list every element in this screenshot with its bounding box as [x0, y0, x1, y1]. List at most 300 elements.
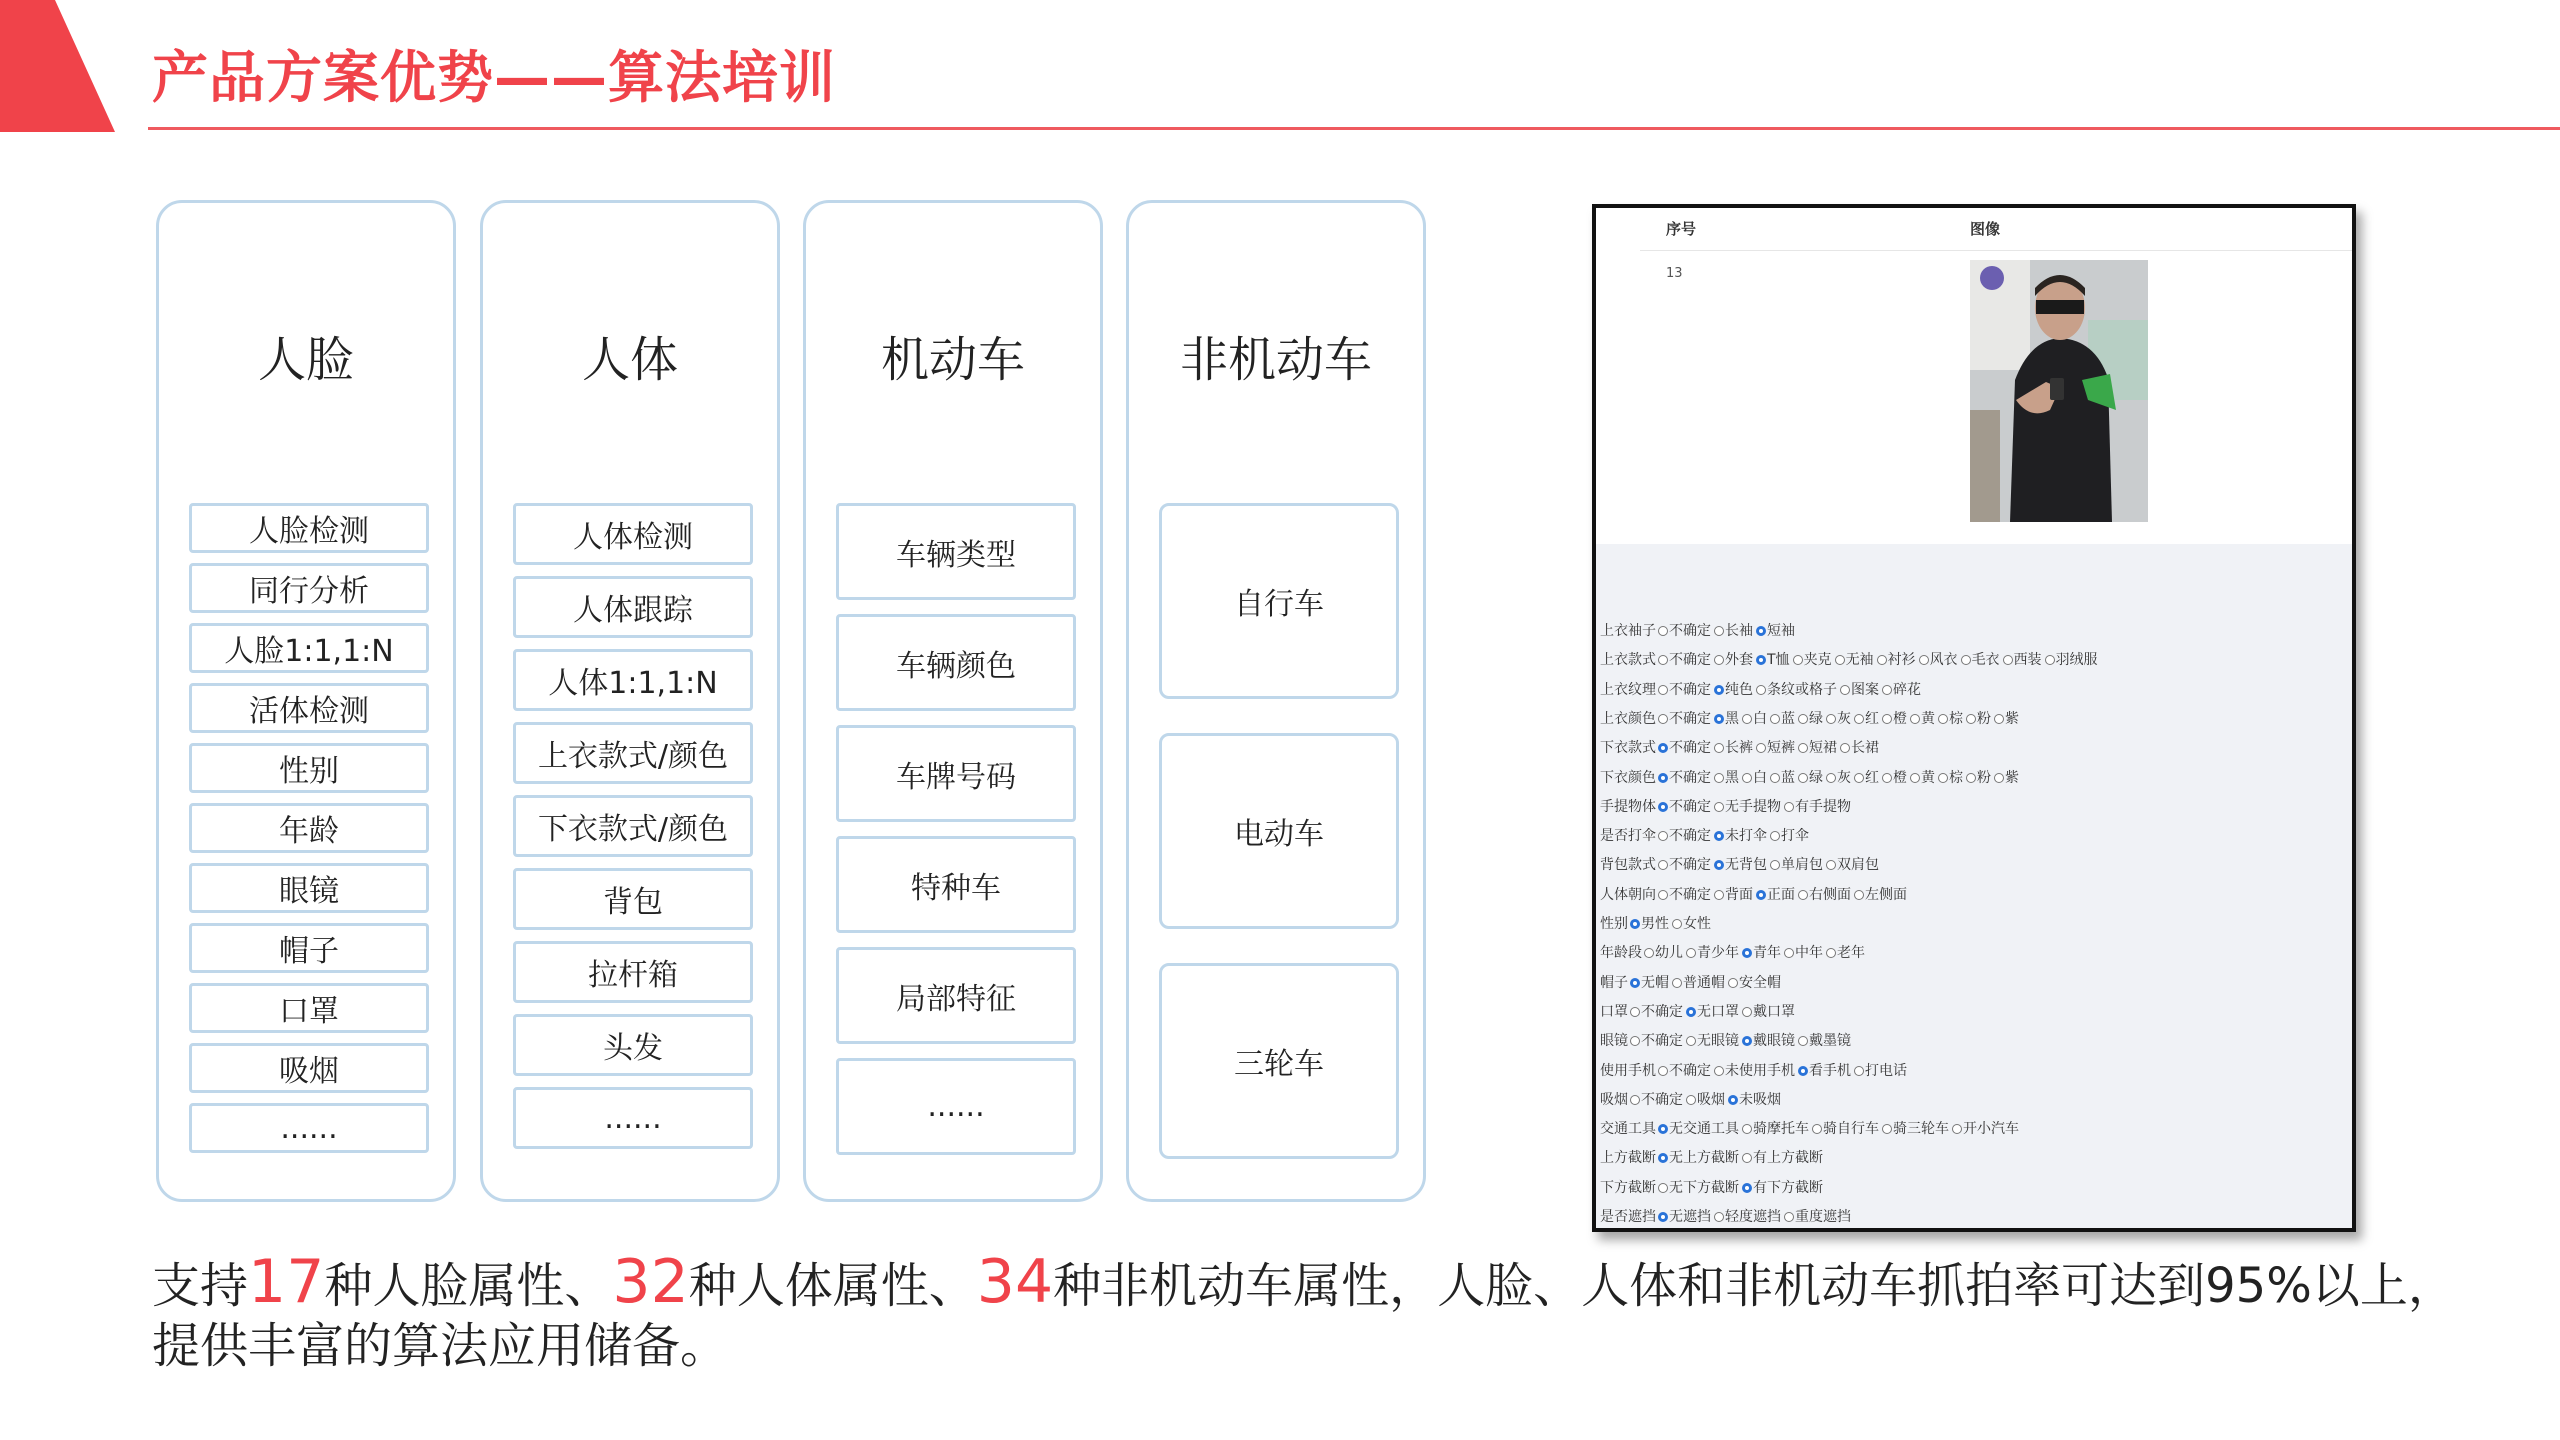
option-label: 无袖	[1845, 652, 1874, 669]
option-label: 羽绒服	[2055, 652, 2098, 669]
attribute-row	[1600, 620, 1798, 640]
category-item: ......	[836, 1058, 1076, 1155]
option-label: 男性	[1641, 916, 1669, 932]
attribute-option[interactable]	[1714, 1209, 1781, 1225]
option-label: 紫	[2005, 769, 2019, 786]
radio-icon[interactable]	[1826, 948, 1836, 958]
radio-icon[interactable]	[1826, 773, 1836, 783]
attribute-option[interactable]	[1882, 770, 1907, 786]
attribute-option[interactable]	[1854, 711, 1879, 727]
attribute-label: 下方截断	[1600, 1179, 1656, 1196]
attribute-option[interactable]	[1840, 682, 1879, 698]
attribute-option[interactable]	[1658, 652, 1711, 668]
attribute-row	[1600, 884, 1910, 904]
attribute-label: 眼镜	[1600, 1033, 1628, 1050]
attribute-option[interactable]	[1882, 711, 1907, 727]
radio-icon[interactable]	[1910, 773, 1920, 783]
radio-icon[interactable]	[1798, 773, 1808, 783]
radio-icon[interactable]	[1742, 1153, 1752, 1163]
attribute-option[interactable]	[1770, 857, 1823, 873]
option-label: 右侧面	[1809, 886, 1851, 903]
radio-icon[interactable]	[1798, 890, 1808, 900]
radio-icon[interactable]	[1961, 655, 1971, 665]
radio-icon[interactable]	[1658, 890, 1668, 900]
attribute-option[interactable]	[1784, 945, 1823, 961]
category-item: 背包	[513, 868, 753, 930]
category-column	[1126, 200, 1426, 1202]
attribute-option[interactable]	[1770, 828, 1809, 844]
radio-icon[interactable]	[1770, 773, 1780, 783]
attribute-option[interactable]	[1658, 770, 1711, 786]
attribute-option[interactable]	[1812, 1121, 1879, 1137]
attribute-option[interactable]	[1742, 1121, 1809, 1137]
attribute-option[interactable]	[1793, 652, 1832, 668]
attribute-label: 帽子	[1600, 974, 1628, 991]
radio-selected-icon[interactable]	[1728, 1095, 1738, 1105]
image-table	[1618, 208, 2338, 545]
option-label: 粉	[1977, 769, 1991, 786]
attribute-option[interactable]	[1742, 1033, 1795, 1049]
option-label: 长袖	[1725, 623, 1753, 639]
attribute-option[interactable]	[1658, 682, 1711, 698]
radio-selected-icon[interactable]	[1630, 978, 1640, 988]
attribute-option[interactable]	[1966, 711, 1991, 727]
radio-icon[interactable]	[1784, 1212, 1794, 1222]
attribute-option[interactable]	[1854, 770, 1879, 786]
radio-icon[interactable]	[1882, 714, 1892, 724]
option-label: 不确定	[1669, 652, 1711, 669]
attribute-option[interactable]	[1798, 1033, 1851, 1049]
attribute-row	[1600, 767, 2022, 787]
category-item: 人体跟踪	[513, 576, 753, 638]
attribute-option[interactable]	[1658, 1121, 1739, 1137]
radio-selected-icon[interactable]	[1742, 1036, 1752, 1046]
attribute-option[interactable]	[1798, 1063, 1851, 1079]
option-label: 正面	[1767, 886, 1795, 903]
attribute-label: 使用手机	[1600, 1062, 1656, 1079]
radio-icon[interactable]	[1672, 978, 1682, 988]
attribute-option[interactable]	[1994, 770, 2019, 786]
attribute-option[interactable]	[1658, 1180, 1739, 1196]
option-label: 条纹或格子	[1767, 681, 1837, 698]
radio-selected-icon[interactable]	[1658, 1212, 1668, 1222]
row-number: 13	[1666, 266, 1683, 281]
attribute-option[interactable]	[1714, 682, 1753, 698]
option-label: 图案	[1851, 681, 1879, 698]
attribute-option[interactable]	[1644, 945, 1683, 961]
radio-icon[interactable]	[1658, 714, 1668, 724]
radio-icon[interactable]	[1714, 626, 1724, 636]
attribute-option[interactable]	[1658, 828, 1711, 844]
attribute-row	[1600, 942, 1868, 962]
option-label: 幼儿	[1655, 945, 1683, 962]
attribute-option[interactable]	[1919, 652, 1958, 668]
radio-icon[interactable]	[1658, 655, 1668, 665]
attribute-row	[1600, 649, 2101, 669]
radio-selected-icon[interactable]	[1714, 831, 1724, 841]
attribute-option[interactable]	[1630, 1004, 1683, 1020]
attribute-option[interactable]	[1910, 711, 1935, 727]
radio-icon[interactable]	[1854, 773, 1864, 783]
radio-icon[interactable]	[1784, 802, 1794, 812]
category-item: 人体检测	[513, 503, 753, 565]
attribute-option[interactable]	[1658, 799, 1711, 815]
radio-icon[interactable]	[1910, 714, 1920, 724]
radio-icon[interactable]	[1798, 743, 1808, 753]
attribute-option[interactable]	[1742, 945, 1781, 961]
option-label: 骑三轮车	[1893, 1121, 1949, 1138]
corner-decoration	[0, 0, 115, 132]
radio-icon[interactable]	[1882, 1124, 1892, 1134]
radio-selected-icon[interactable]	[1658, 743, 1668, 753]
radio-icon[interactable]	[1840, 743, 1850, 753]
option-label: 普通帽	[1683, 974, 1725, 991]
attribute-row	[1600, 1001, 1798, 1021]
radio-icon[interactable]	[1966, 714, 1976, 724]
attribute-option[interactable]	[1826, 945, 1865, 961]
option-label: 不确定	[1641, 1033, 1683, 1050]
attribute-option[interactable]	[1658, 740, 1711, 756]
option-label: 橙	[1893, 710, 1907, 727]
attribute-option[interactable]	[1686, 1004, 1739, 1020]
attribute-option[interactable]	[1994, 711, 2019, 727]
radio-selected-icon[interactable]	[1742, 948, 1752, 958]
option-label: 短裙	[1809, 740, 1837, 757]
attribute-label: 下衣款式	[1600, 740, 1656, 757]
radio-icon[interactable]	[2003, 655, 2013, 665]
attribute-option[interactable]	[1742, 711, 1767, 727]
category-item: 性别	[189, 743, 429, 793]
option-label: T恤	[1767, 652, 1790, 669]
attribute-label: 是否遮挡	[1600, 1209, 1656, 1225]
attribute-option[interactable]	[1742, 1004, 1795, 1020]
radio-icon[interactable]	[1742, 714, 1752, 724]
attribute-option[interactable]	[1840, 740, 1879, 756]
option-label: 不确定	[1669, 710, 1711, 727]
column-title: 非机动车	[1179, 332, 1372, 388]
radio-icon[interactable]	[1994, 773, 2004, 783]
attribute-option[interactable]	[1756, 740, 1795, 756]
radio-icon[interactable]	[1793, 655, 1803, 665]
radio-icon[interactable]	[1919, 655, 1929, 665]
option-label: 黑	[1725, 710, 1739, 727]
option-label: 无帽	[1641, 974, 1669, 991]
option-label: 老年	[1837, 945, 1865, 962]
radio-icon[interactable]	[1798, 714, 1808, 724]
attribute-option[interactable]	[1658, 1150, 1739, 1166]
option-label: 中年	[1795, 945, 1823, 962]
category-item: 上衣款式/颜色	[513, 722, 753, 784]
radio-icon[interactable]	[1714, 890, 1724, 900]
radio-icon[interactable]	[1854, 890, 1864, 900]
option-label: 白	[1753, 769, 1767, 786]
attribute-option[interactable]	[1966, 770, 1991, 786]
radio-icon[interactable]	[1756, 685, 1766, 695]
attribute-option[interactable]	[1630, 1092, 1683, 1108]
option-label: 青年	[1753, 945, 1781, 962]
radio-icon[interactable]	[1686, 1095, 1696, 1105]
attribute-option[interactable]	[1910, 770, 1935, 786]
attribute-option[interactable]	[1798, 887, 1851, 903]
radio-icon[interactable]	[1644, 948, 1654, 958]
attribute-option[interactable]	[2003, 652, 2042, 668]
radio-icon[interactable]	[2045, 655, 2055, 665]
category-item: 帽子	[189, 923, 429, 973]
category-item: 车牌号码	[836, 725, 1076, 822]
attribute-option[interactable]	[1770, 770, 1795, 786]
option-label: 打电话	[1865, 1062, 1907, 1079]
option-label: 白	[1753, 710, 1767, 727]
option-label: 不确定	[1669, 857, 1711, 874]
radio-icon[interactable]	[1742, 773, 1752, 783]
attribute-option[interactable]	[1938, 711, 1963, 727]
option-label: 有上方截断	[1753, 1150, 1823, 1167]
radio-icon[interactable]	[1742, 1007, 1752, 1017]
radio-icon[interactable]	[1835, 655, 1845, 665]
radio-selected-icon[interactable]	[1756, 626, 1766, 636]
radio-icon[interactable]	[1784, 948, 1794, 958]
attribute-option[interactable]	[1714, 828, 1767, 844]
radio-icon[interactable]	[1826, 860, 1836, 870]
option-label: 吸烟	[1697, 1091, 1725, 1108]
category-column	[156, 200, 456, 1202]
radio-icon[interactable]	[1714, 743, 1724, 753]
option-label: 无交通工具	[1669, 1121, 1739, 1138]
attribute-option[interactable]	[1756, 887, 1795, 903]
radio-icon[interactable]	[1672, 919, 1682, 929]
radio-icon[interactable]	[1770, 831, 1780, 841]
attribute-option[interactable]	[1714, 652, 1753, 668]
attribute-row	[1600, 1147, 1826, 1167]
attribute-option[interactable]	[1952, 1121, 2019, 1137]
radio-icon[interactable]	[1938, 773, 1948, 783]
option-label: 无手提物	[1725, 798, 1781, 815]
attribute-option[interactable]	[2045, 652, 2098, 668]
attribute-label: 背包款式	[1600, 857, 1656, 874]
option-label: 不确定	[1669, 886, 1711, 903]
attribute-option[interactable]	[1938, 770, 1963, 786]
radio-icon[interactable]	[1742, 1124, 1752, 1134]
attribute-option[interactable]	[1854, 887, 1907, 903]
attribute-row	[1600, 1060, 1910, 1080]
option-label: 无眼镜	[1697, 1033, 1739, 1050]
title-underline	[148, 127, 2560, 130]
radio-icon[interactable]	[1854, 714, 1864, 724]
attribute-option[interactable]	[1658, 1063, 1711, 1079]
attribute-option[interactable]	[1658, 857, 1711, 873]
attribute-option[interactable]	[1770, 711, 1795, 727]
radio-icon[interactable]	[1658, 1066, 1668, 1076]
attribute-label: 人体朝向	[1600, 886, 1656, 903]
option-label: 单肩包	[1781, 857, 1823, 874]
radio-selected-icon[interactable]	[1658, 773, 1668, 783]
option-label: 棕	[1949, 769, 1963, 786]
category-item: ......	[513, 1087, 753, 1149]
radio-icon[interactable]	[1686, 1036, 1696, 1046]
attribute-label: 手提物体	[1600, 798, 1656, 815]
radio-selected-icon[interactable]	[1756, 890, 1766, 900]
radio-icon[interactable]	[1658, 685, 1668, 695]
attribute-option[interactable]	[1742, 1150, 1823, 1166]
radio-icon[interactable]	[1714, 802, 1724, 812]
option-label: 未使用手机	[1725, 1062, 1795, 1079]
option-label: 戴眼镜	[1753, 1033, 1795, 1050]
radio-icon[interactable]	[1714, 773, 1724, 783]
attribute-option[interactable]	[1714, 711, 1739, 727]
attribute-option[interactable]	[1630, 916, 1669, 932]
attribute-option[interactable]	[1784, 799, 1851, 815]
option-label: 无背包	[1725, 857, 1767, 874]
attribute-option[interactable]	[1728, 1092, 1781, 1108]
attribute-option[interactable]	[1756, 623, 1795, 639]
radio-icon[interactable]	[1714, 655, 1724, 665]
attribute-option[interactable]	[1630, 975, 1669, 991]
radio-selected-icon[interactable]	[1658, 1124, 1668, 1134]
radio-selected-icon[interactable]	[1714, 714, 1724, 724]
option-label: 外套	[1725, 652, 1753, 669]
attribute-option[interactable]	[1877, 652, 1916, 668]
attribute-option[interactable]	[1826, 711, 1851, 727]
option-label: 绿	[1809, 710, 1823, 727]
radio-selected-icon[interactable]	[1798, 1066, 1808, 1076]
attribute-option[interactable]	[1658, 711, 1711, 727]
option-label: 有下方截断	[1753, 1179, 1823, 1196]
radio-icon[interactable]	[1770, 860, 1780, 870]
attribute-option[interactable]	[1742, 1180, 1823, 1196]
attribute-option[interactable]	[1714, 770, 1739, 786]
radio-icon[interactable]	[1686, 948, 1696, 958]
attribute-option[interactable]	[1714, 857, 1767, 873]
attribute-option[interactable]	[1756, 652, 1790, 668]
summary-text-part2: 种人脸属性、	[324, 1258, 613, 1314]
attribute-option[interactable]	[1882, 1121, 1949, 1137]
attribute-option[interactable]	[1714, 623, 1753, 639]
radio-icon[interactable]	[1994, 714, 2004, 724]
radio-icon[interactable]	[1952, 1124, 1962, 1134]
radio-icon[interactable]	[1756, 743, 1766, 753]
attribute-option[interactable]	[1798, 711, 1823, 727]
radio-icon[interactable]	[1658, 626, 1668, 636]
radio-icon[interactable]	[1882, 685, 1892, 695]
attribute-label: 性别	[1600, 916, 1628, 932]
option-label: 无下方截断	[1669, 1179, 1739, 1196]
annotation-screenshot	[1592, 204, 2356, 1232]
attribute-label: 下衣颜色	[1600, 769, 1656, 786]
attribute-option[interactable]	[1672, 916, 1711, 932]
option-label: 未打伞	[1725, 828, 1767, 845]
option-label: 戴墨镜	[1809, 1033, 1851, 1050]
attribute-row	[1600, 679, 1924, 699]
radio-icon[interactable]	[1658, 860, 1668, 870]
radio-selected-icon[interactable]	[1630, 919, 1640, 929]
attribute-option[interactable]	[1714, 1063, 1795, 1079]
attribute-option[interactable]	[1961, 652, 2000, 668]
radio-icon[interactable]	[1938, 714, 1948, 724]
attribute-option[interactable]	[1826, 857, 1879, 873]
radio-selected-icon[interactable]	[1658, 802, 1668, 812]
radio-selected-icon[interactable]	[1686, 1007, 1696, 1017]
attribute-option[interactable]	[1686, 1033, 1739, 1049]
attribute-option[interactable]	[1826, 770, 1851, 786]
attribute-row	[1600, 737, 1882, 757]
option-label: 不确定	[1669, 798, 1711, 815]
attribute-option[interactable]	[1882, 682, 1921, 698]
radio-icon[interactable]	[1714, 1212, 1724, 1222]
summary-text	[152, 1247, 2456, 1376]
attribute-row	[1600, 913, 1714, 933]
radio-icon[interactable]	[1877, 655, 1887, 665]
attribute-row	[1600, 972, 1784, 992]
category-item: 车辆颜色	[836, 614, 1076, 711]
attribute-option[interactable]	[1686, 1092, 1725, 1108]
radio-selected-icon[interactable]	[1714, 860, 1724, 870]
radio-selected-icon[interactable]	[1714, 685, 1724, 695]
radio-icon[interactable]	[1770, 714, 1780, 724]
radio-icon[interactable]	[1966, 773, 1976, 783]
category-item: 年龄	[189, 803, 429, 853]
attribute-option[interactable]	[1686, 945, 1739, 961]
attribute-option[interactable]	[1672, 975, 1725, 991]
option-label: 不确定	[1641, 1003, 1683, 1020]
attribute-option[interactable]	[1630, 1033, 1683, 1049]
attribute-option[interactable]	[1756, 682, 1837, 698]
radio-icon[interactable]	[1728, 978, 1738, 988]
radio-selected-icon[interactable]	[1742, 1183, 1752, 1193]
radio-icon[interactable]	[1630, 1036, 1640, 1046]
attribute-row	[1600, 825, 1812, 845]
attribute-option[interactable]	[1658, 1209, 1711, 1225]
attribute-option[interactable]	[1798, 740, 1837, 756]
category-item: 自行车	[1159, 503, 1399, 699]
attribute-option[interactable]	[1742, 770, 1767, 786]
header-divider	[1640, 250, 2356, 251]
option-label: 不确定	[1669, 769, 1711, 786]
radio-icon[interactable]	[1658, 1183, 1668, 1193]
attribute-option[interactable]	[1854, 1063, 1907, 1079]
attribute-option[interactable]	[1714, 740, 1753, 756]
option-label: 棕	[1949, 710, 1963, 727]
attribute-option[interactable]	[1835, 652, 1874, 668]
radio-icon[interactable]	[1840, 685, 1850, 695]
radio-icon[interactable]	[1882, 773, 1892, 783]
option-label: 不确定	[1641, 1091, 1683, 1108]
radio-icon[interactable]	[1826, 714, 1836, 724]
attribute-option[interactable]	[1784, 1209, 1851, 1225]
attribute-option[interactable]	[1714, 799, 1781, 815]
attribute-option[interactable]	[1658, 623, 1711, 639]
radio-icon[interactable]	[1798, 1036, 1808, 1046]
radio-selected-icon[interactable]	[1756, 655, 1766, 665]
attribute-label: 上衣袖子	[1600, 623, 1656, 639]
category-item: 车辆类型	[836, 503, 1076, 600]
radio-icon[interactable]	[1658, 831, 1668, 841]
attribute-option[interactable]	[1728, 975, 1781, 991]
option-label: 无口罩	[1697, 1003, 1739, 1020]
radio-icon[interactable]	[1630, 1007, 1640, 1017]
option-label: 绿	[1809, 769, 1823, 786]
option-label: 有手提物	[1795, 798, 1851, 815]
radio-icon[interactable]	[1854, 1066, 1864, 1076]
radio-icon[interactable]	[1630, 1095, 1640, 1105]
attribute-option[interactable]	[1658, 887, 1711, 903]
attribute-label: 上方截断	[1600, 1150, 1656, 1167]
attribute-option[interactable]	[1714, 887, 1753, 903]
attribute-option[interactable]	[1798, 770, 1823, 786]
radio-icon[interactable]	[1812, 1124, 1822, 1134]
radio-icon[interactable]	[1714, 1066, 1724, 1076]
page-title: 产品方案优势——算法培训	[152, 46, 836, 111]
radio-selected-icon[interactable]	[1658, 1153, 1668, 1163]
